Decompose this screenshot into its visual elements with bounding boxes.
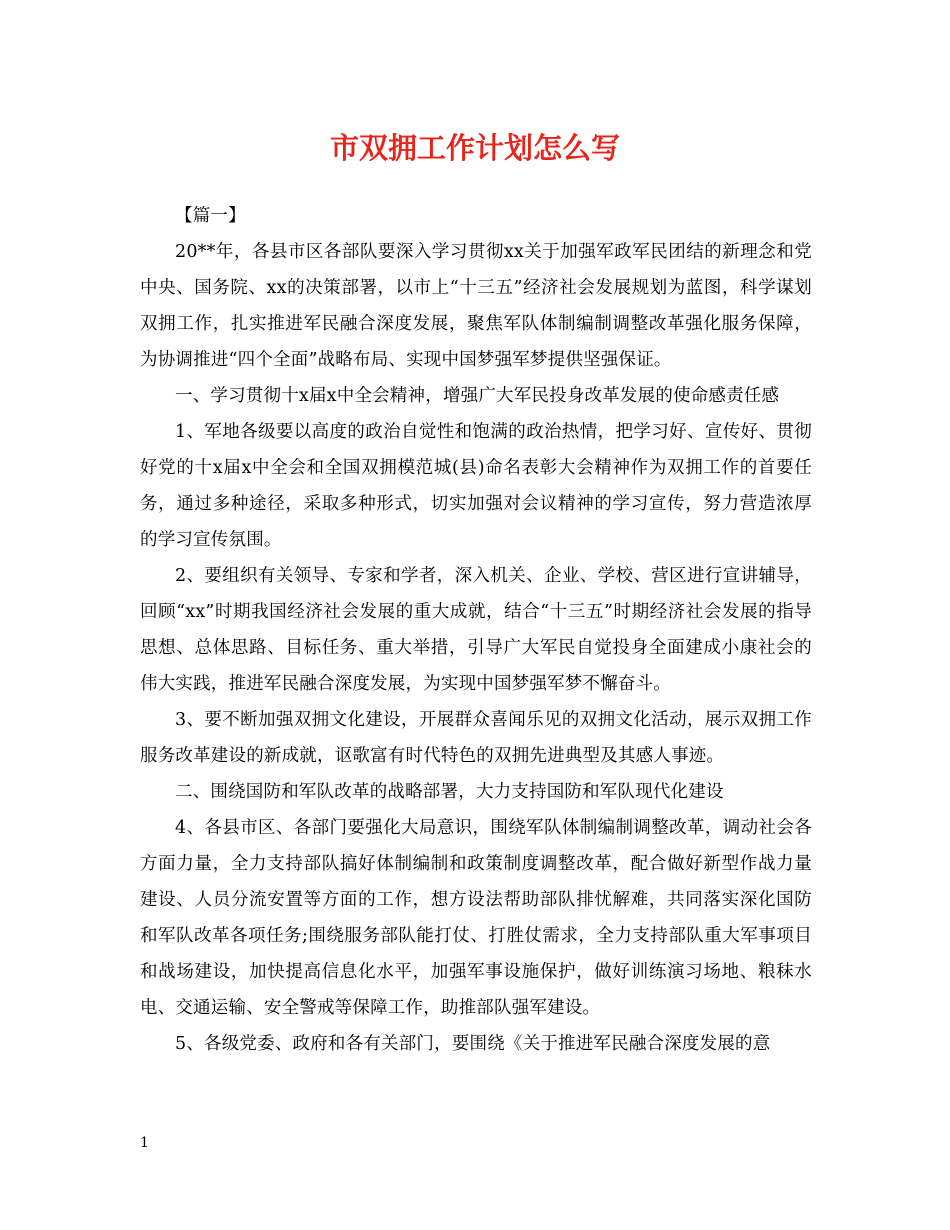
paragraph-item-3: 3、要不断加强双拥文化建设，开展群众喜闻乐见的双拥文化活动，展示双拥工作服务改革建设的新成就，讴歌富有时代特色的双拥先进典型及其感人事迹。 bbox=[140, 710, 812, 766]
document-body bbox=[140, 198, 812, 1062]
heading-section-one: 一、学习贯彻十x届x中全会精神，增强广大军民投身改革发展的使命感责任感 bbox=[175, 386, 780, 406]
paragraph-intro: 20**年，各县市区各部队要深入学习贯彻xx关于加强军政军民团结的新理念和党中央、国务院、xx的决策部署，以市上“十三五”经济社会发展规划为蓝图，科学谋划双拥工作，扎实推进军民融合深度发展，聚焦军队体制编制调整改革强化服务保障，为协调推进“四个全面”战略布局、实现中国梦强军梦提供坚强保证。 bbox=[140, 242, 812, 370]
section-label: 【篇一】 bbox=[175, 206, 246, 226]
paragraph-item-4: 4、各县市区、各部门要强化大局意识，围绕军队体制编制调整改革，调动社会各方面力量，全力支持部队搞好体制编制和政策制度调整改革，配合做好新型作战力量建设、人员分流安置等方面的工作，想方设法帮助部队排忧解难，共同落实深化国防和军队改革各项任务;围绕服务部队能打仗、打胜仗需求，全力支持部队重大军事项目和战场建设，加快提高信息化水平，加强军事设施保护，做好训练演习场地、粮秣水电、交通运输、安全警戒等保障工作，助推部队强军建设。 bbox=[140, 818, 812, 1018]
paragraph-item-2: 2、要组织有关领导、专家和学者，深入机关、企业、学校、营区进行宣讲辅导，回顾“xx”时期我国经济社会发展的重大成就，结合“十三五”时期经济社会发展的指导思想、总体思路、目标任务、重大举措，引导广大军民自觉投身全面建成小康社会的伟大实践，推进军民融合深度发展，为实现中国梦强军梦不懈奋斗。 bbox=[140, 566, 812, 694]
page-number: 1 bbox=[140, 1135, 149, 1151]
paragraph-item-5: 5、各级党委、政府和各有关部门，要围绕《关于推进军民融合深度发展的意 bbox=[175, 1034, 771, 1054]
page-title: 市双拥工作计划怎么写 bbox=[329, 131, 620, 165]
paragraph-item-1: 1、军地各级要以高度的政治自觉性和饱满的政治热情，把学习好、宣传好、贯彻好党的十x届x中全会和全国双拥模范城(县)命名表彰大会精神作为双拥工作的首要任务，通过多种途径，采取多种形式，切实加强对会议精神的学习宣传，努力营造浓厚的学习宣传氛围。 bbox=[140, 422, 812, 550]
heading-section-two: 二、围绕国防和军队改革的战略部署，大力支持国防和军队现代化建设 bbox=[175, 782, 724, 802]
